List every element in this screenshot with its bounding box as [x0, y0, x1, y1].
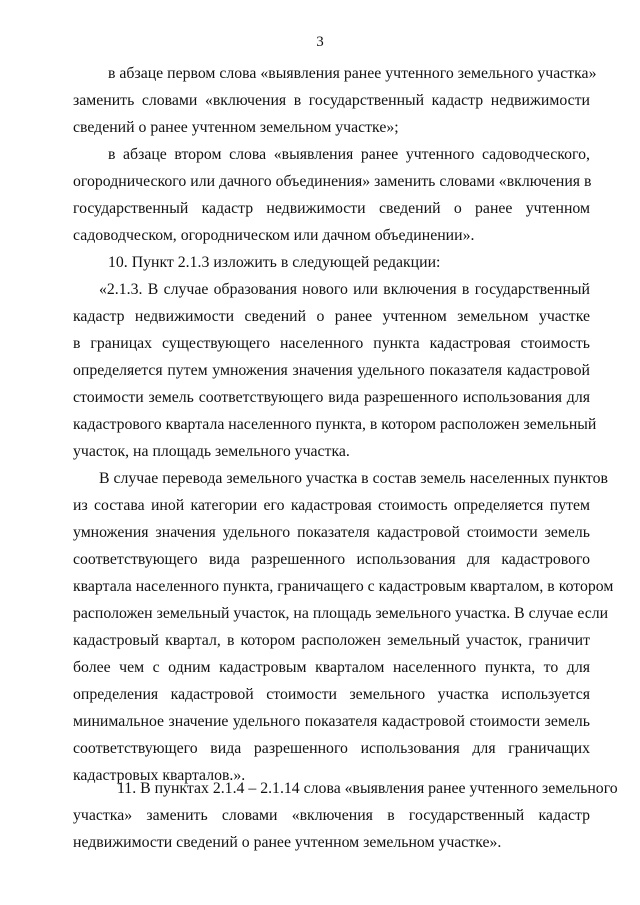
- text-line: расположен земельный участок, на площадь земельного участка. В случае если: [73, 605, 609, 622]
- text-line: соответствующего вида разрешенного использования для граничащих: [73, 740, 590, 757]
- paragraph-item-2-1-3: [73, 276, 597, 465]
- text-line: кадастровых кварталов.».: [73, 767, 246, 784]
- text-line: стоимости земель соответствующего вида разрешенного использования для: [73, 389, 590, 406]
- text-line: умножения значения удельного показателя кадастровой стоимости земель: [73, 524, 590, 541]
- text-line: «2.1.3. В случае образования нового или включения в государственный: [99, 281, 590, 298]
- text-line: сведений о ранее учтенном земельном участке»;: [73, 119, 399, 136]
- text-line: кадастр недвижимости сведений о ранее учтенном земельном участке: [73, 308, 590, 325]
- paragraph-item-11: [73, 775, 618, 856]
- text-line: недвижимости сведений о ранее учтенном земельном участке».: [73, 834, 502, 851]
- text-line: определяется путем умножения значения удельного показателя кадастровой: [73, 362, 590, 379]
- text-line: огороднического или дачного объединения» заменить словами «включения в: [73, 173, 592, 190]
- text-line: более чем с одним кадастровым кварталом населенного пункта, то для: [73, 659, 590, 676]
- paragraph-item-10: [73, 249, 590, 276]
- text-line: соответствующего вида разрешенного использования для кадастрового: [73, 551, 590, 568]
- text-line: из состава иной категории его кадастровая стоимость определяется путем: [73, 497, 590, 514]
- text-line: садоводческом, огородническом или дачном объединении».: [73, 227, 475, 244]
- text-line: кадастровый квартал, в котором расположен земельный участок, граничит: [73, 632, 590, 649]
- text-line: 11. В пунктах 2.1.4 – 2.1.14 слова «выявления ранее учтенного земельного: [117, 780, 618, 797]
- text-line: в границах существующего населенного пункта кадастровая стоимость: [73, 335, 590, 352]
- text-line: в абзаце первом слова «выявления ранее учтенного земельного участка»: [108, 65, 597, 82]
- paragraph-abzac-2: [73, 141, 590, 249]
- text-line: В случае перевода земельного участка в состав земель населенных пунктов: [99, 470, 608, 487]
- text-line: в абзаце втором слова «выявления ранее учтенного садоводческого,: [108, 146, 590, 163]
- text-line: участка» заменить словами «включения в государственный кадастр: [73, 807, 590, 824]
- text-line: квартала населенного пункта, граничащего с кадастровым кварталом, в котором: [73, 578, 614, 595]
- text-line: участок, на площадь земельного участка.: [73, 443, 350, 460]
- text-line: государственный кадастр недвижимости сведений о ранее учтенном: [73, 200, 590, 217]
- text-line: минимальное значение удельного показателя кадастровой стоимости земель: [73, 713, 590, 730]
- text-line: 10. Пункт 2.1.3 изложить в следующей редакции:: [108, 254, 441, 271]
- text-line: заменить словами «включения в государственный кадастр недвижимости: [73, 92, 590, 109]
- text-line: кадастрового квартала населенного пункта, в котором расположен земельный: [73, 416, 597, 433]
- text-line: определения кадастровой стоимости земельного участка используется: [73, 686, 590, 703]
- paragraph-abzac-1: [73, 60, 597, 141]
- page-number: 3: [316, 34, 324, 50]
